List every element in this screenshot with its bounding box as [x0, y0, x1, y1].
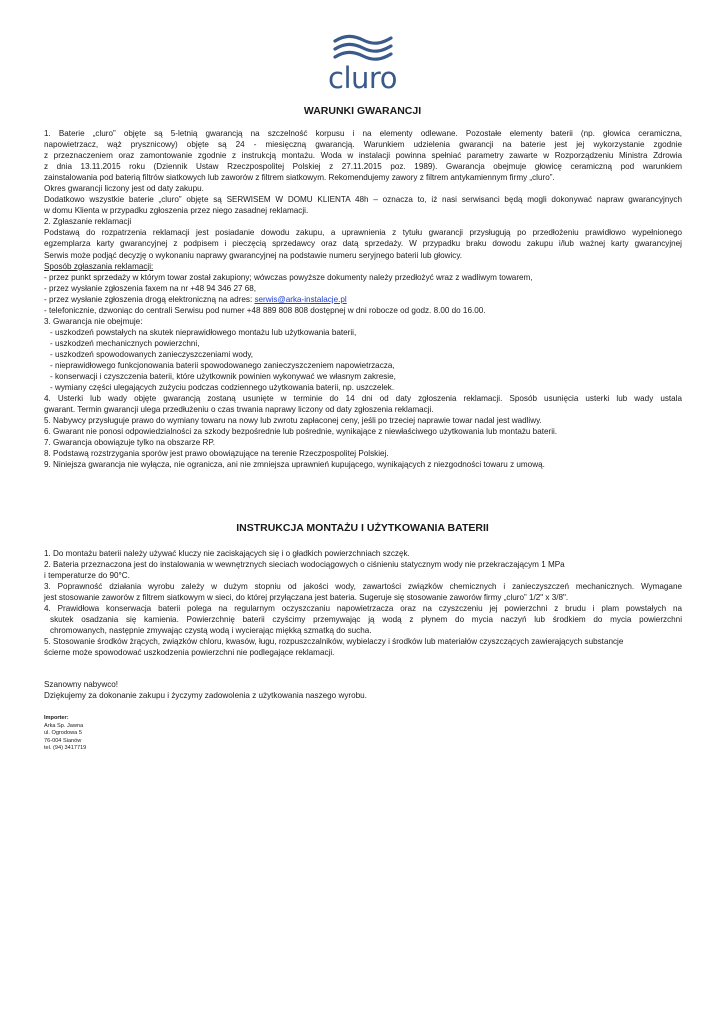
section-4-line: gwarant. Termin gwarancji ulega przedłużeniu o czas trwania naprawy liczony od daty zgłoszenia reklamacji.	[44, 405, 434, 415]
instruction-4-line: skutek osadzania się kamienia. Powierzchnię baterii czyścimy przemywając ją wodą z płynem do mycia naczyń lub środkiem do mycia powierzchni	[50, 615, 682, 625]
warranty-section	[44, 128, 682, 470]
warranty-title: WARUNKI GWARANCJI	[303, 105, 422, 117]
exclusion-item: - wymiany części ulegających zużyciu podczas codziennego użytkowania baterii, np. uszczelek.	[50, 383, 395, 393]
instruction-5-line: 5. Stosowanie środków żrących, związków chloru, kwasów, ługu, rozpuszczalników, wybielaczy i środków lub materiałów czyszczących zawierających substancje	[44, 637, 624, 647]
method-email	[44, 294, 682, 305]
section-4-line: 4. Usterki lub wady objęte gwarancją zostaną usunięte w terminie do 14 dni od daty zgłoszenia reklamacji. Sposób usunięcia usterki lub wady ustala	[44, 394, 682, 404]
importer-line: Arka Sp. Jawna	[44, 722, 84, 729]
complaint-line: Serwis może podjąć decyzję o wykonaniu naprawy gwarancyjnej na podstawie numeru seryjnego baterii lub głowicy.	[44, 250, 463, 260]
importer-line: tel. (94) 3417719	[44, 745, 87, 752]
warranty-period: Okres gwarancji liczony jest od daty zakupu.	[44, 184, 204, 194]
water-waves-icon	[331, 32, 395, 62]
section-6: 6. Gwarant nie ponosi odpowiedzialności za szkody bezpośrednie lub pośrednie, wynikające z niewłaściwego użytkowania lub montażu baterii.	[44, 427, 558, 437]
warranty-p1-line: 1. Baterie „cluro” objęte są 5-letnią gwarancją na szczelność korpusu i na elementy odlewane. Pozostałe elementy baterii (np. głowica ceramiczna,	[44, 129, 682, 138]
complaint-line: egzemplarza karty gwarancyjnej z podpisem i pieczęcią sprzedawcy oraz datą sprzedaży. W przypadku braku dowodu zakupu i/lub ważnej karty gwarancyjnej	[44, 239, 682, 249]
instruction-5-line: ścierne może spowodować uszkodzenia powierzchni nie podlegające reklamacji.	[44, 648, 335, 658]
section-3-heading: 3. Gwarancja nie obejmuje:	[44, 316, 143, 326]
section-9: 9. Niniejsza gwarancja nie wyłącza, nie ogranicza, ani nie zmniejsza uprawnień kupującego, wynikających z niezgodności towaru z umową.	[44, 460, 545, 470]
instruction-3-line: 3. Poprawność działania wyrobu zależy w dużym stopniu od jakości wody, zawartości związków chemicznych i zanieczyszczeń mechanicznych. Wymagane	[44, 582, 682, 592]
warranty-p1-line: z dnia 13.11.2015 roku (Dziennik Ustaw Rzeczpospolitej Polskiej z 27.11.2015 poz. 1989). Gwarancja obejmuje głowicę ceramiczną pod warunkiem	[44, 162, 682, 172]
importer-line: ul. Ogrodowa 5	[44, 730, 82, 737]
instruction-1: 1. Do montażu baterii należy używać kluczy nie zaciskających się i o gładkich powierzchniach szczęk.	[44, 549, 410, 558]
logo-wordmark: cluro	[328, 61, 397, 95]
closing-thanks: Dziękujemy za dokonanie zakupu i życzymy zadowolenia z użytkowania naszego wyrobu.	[44, 691, 367, 701]
warranty-p1-line: z przeznaczeniem oraz zamontowanie zgodnie z instrukcją montażu. Woda w instalacji powinna spełniać parametry zawarte w Rozporządzeniu Ministra Zdrowia	[44, 151, 682, 161]
exclusion-item: - konserwacji i czyszczenia baterii, które użytkownik powinien wykonywać we własnym zakresie,	[50, 372, 396, 382]
importer-line: 76-004 Sianów	[44, 737, 82, 744]
home-service-line: w domu Klienta w przypadku zgłoszenia przez niego zasadnej reklamacji.	[44, 206, 309, 216]
home-service-line: Dodatkowo wszystkie baterie „cluro” objęte są SERWISEM W DOMU KLIENTA 48h – oznacza to, iż nasi serwisanci będą mogli dokonywać napraw gwarancyjnych	[44, 195, 682, 205]
importer-label: Importer:	[44, 715, 69, 721]
section-7: 7. Gwarancja obowiązuje tylko na obszarze RP.	[44, 438, 216, 448]
section-8: 8. Podstawą rozstrzygania sporów jest prawo obowiązujące na terenie Rzeczpospolitej Polskiej.	[44, 449, 389, 459]
instruction-2-line: i temperaturze do 90°C.	[44, 571, 130, 581]
instruction-4-line: chromowanych, następnie zmywając czystą wodą i wycierając miękką szmatką do sucha.	[50, 626, 372, 636]
instruction-3-line: jest stosowanie zaworów z filtrem siatkowym w sieci, do której przyłączana jest bateria. Sugeruje się stosowanie zaworów firmy „cluro” 1/2" x 3/8".	[44, 593, 569, 603]
section-2-heading: 2. Zgłaszanie reklamacji	[44, 217, 132, 227]
exclusion-item: - uszkodzeń powstałych na skutek nieprawidłowego montażu lub użytkowania baterii,	[50, 327, 357, 337]
complaint-line: Podstawą do rozpatrzenia reklamacji jest posiadanie dowodu zakupu, a uprawnienia z tytułu gwarancji przysługują po przedłożeniu prawidłowo wypełnionego	[44, 228, 682, 238]
section-5: 5. Nabywcy przysługuje prawo do wymiany towaru na nowy lub zwrotu zapłaconej ceny, jeśli po trzeciej naprawie towar nadal jest wadliwy.	[44, 416, 542, 426]
exclusion-item: - uszkodzeń spowodowanych zanieczyszczeniami wody,	[50, 349, 254, 359]
method-email-text: - przez wysłanie zgłoszenia drogą elektroniczną na adres:	[44, 294, 255, 304]
complaint-methods-heading: Sposób zgłaszania reklamacji:	[44, 261, 154, 271]
exclusion-item: - uszkodzeń mechanicznych powierzchni,	[50, 338, 200, 348]
closing-section	[44, 679, 682, 701]
instruction-4-line: 4. Prawidłowa konserwacja baterii polega na regularnym oczyszczaniu napowietrzacza oraz na czyszczeniu jej powierzchni z brudu i plam powstałych na	[44, 604, 682, 614]
warranty-p1-line: napowietrzacz, wąż prysznicowy) objęte są 24 - miesięczną gwarancją. Warunkiem udzielenia gwarancji na baterie jest jej wykorzystanie zgodnie	[44, 140, 682, 150]
instruction-2-line: 2. Bateria przeznaczona jest do instalowania w wewnętrznych sieciach wodociągowych o ciśnieniu statycznym wody nie przekraczającym 1 MPa	[44, 560, 565, 570]
closing-greeting: Szanowny nabywco!	[44, 680, 119, 689]
importer-info	[44, 715, 86, 753]
brand-logo	[0, 32, 725, 93]
exclusion-item: - nieprawidłowego funkcjonowania baterii spowodowanego zanieczyszczeniem napowietrzacza,	[50, 360, 395, 370]
instructions-section	[44, 548, 682, 658]
instructions-title: INSTRUKCJA MONTAŻU I UŻYTKOWANIA BATERII	[236, 522, 489, 534]
service-email-link[interactable]: serwis@arka-instalacje.pl	[254, 294, 347, 304]
method-phone: - telefonicznie, dzwoniąc do centrali Serwisu pod numer +48 889 808 808 dostępnej w dni robocze od godz. 8.00 do 16.00.	[44, 305, 486, 315]
method-point-of-sale: - przez punkt sprzedaży w którym towar został zakupiony; wówczas powyższe dokumenty należy przedłożyć wraz z wadliwym towarem,	[44, 272, 533, 282]
method-fax: - przez wysłanie zgłoszenia faxem na nr +48 94 346 27 68,	[44, 283, 257, 293]
warranty-p1-line: zainstalowania pod baterią filtrów siatkowych lub zaworów z filtrem siatkowym. Rekomendujemy zawory z filtrem antykamiennym firmy „cluro”.	[44, 173, 555, 183]
